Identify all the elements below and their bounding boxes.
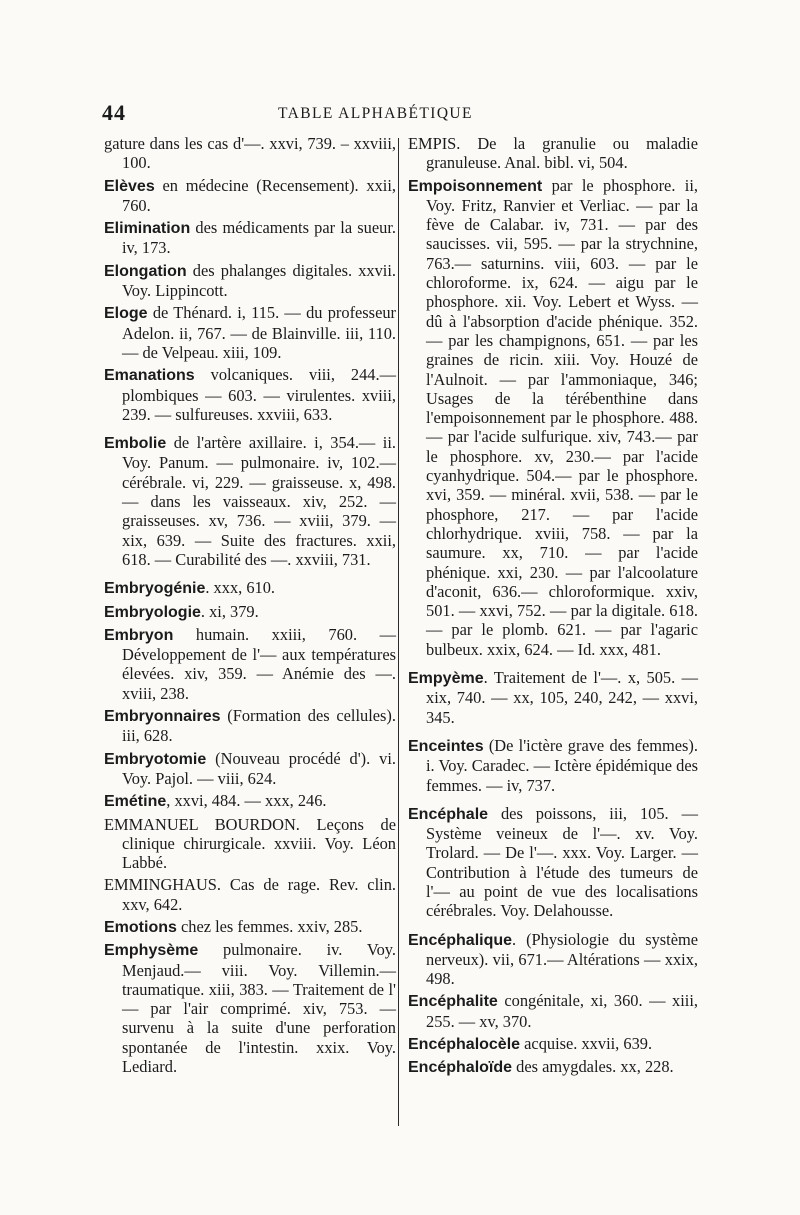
- index-entry: Embryon humain. xxiii, 760. — Développement de l'— aux températures élevées. xiv, 359. — Anémie des —. xviii, 238.: [104, 624, 396, 703]
- index-entry: Emanations volcaniques. viii, 244.— plombiques — 603. — virulentes. xviii, 239. — sulfureuses. xxviii, 633.: [104, 365, 396, 424]
- index-entry: Emétine, xxvi, 484. — xxx, 246.: [104, 791, 327, 811]
- page-number: 44: [102, 100, 126, 125]
- index-entry: EMMANUEL BOURDON. Leçons de clinique chirurgicale. xxviii. Voy. Léon Labbé.: [104, 814, 396, 873]
- index-entry: gature dans les cas d'—. xxvi, 739. – xxviii, 100.: [104, 134, 396, 173]
- index-entry: Empoisonnement par le phosphore. ii, Voy. Fritz, Ranvier et Verliac. — par la fève de Calabar. iv, 731. — par des saucisses. vii, 595. — par la strychnine, 763.— saturnins. viii, 603. — par le chloroforme. ix, 624. — aigu par le phosphore. xii. Voy. Lebert et Wyss. — dû à l'absorption d'acide phénique. 352. — par les champignons, 651. — par les graines de ricin. xiii. Voy. Houzé de l'Aulnoit. — par l'ammoniaque, 346; Usages de la térébenthine dans l'empoisonnement par le phosphore. 488. — par l'acide sulfurique. xiv, 743.— par le phosphore. xv, 230.— par l'acide cyanhydrique. 504.— par le phosphore. xvi, 359. — minéral. xvii, 538. — par le phosphore, 217. — par l'acide chlorhydrique. xviii, 758. — par la saumure. xx, 710. — par l'acide phénique. xxi, 230. — par l'alcoolature d'aconit, 636.— chloroformique. xxiv, 501. — xxvi, 752. — par la digitale. 618. — par le plomb. 621. — par l'agaric bulbeux. xxix, 624. — Id. xxx, 481.: [408, 175, 698, 659]
- index-entry: Encéphaloïde des amygdales. xx, 228.: [408, 1057, 674, 1077]
- index-entry: Empyème. Traitement de l'—. x, 505. — xix, 740. — xx, 105, 240, 242, — xxvi, 345.: [408, 668, 698, 727]
- column-divider: [398, 138, 399, 1126]
- index-entry: Elongation des phalanges digitales. xxvii. Voy. Lippincott.: [104, 260, 396, 301]
- page-header: [102, 100, 702, 126]
- index-entry: EMPIS. De la granulie ou maladie granuleuse. Anal. bibl. vi, 504.: [408, 134, 698, 173]
- left-column: [104, 134, 396, 1079]
- index-entry: Enceintes (De l'ictère grave des femmes). i. Voy. Caradec. — Ictère épidémique des femmes. — iv, 737.: [408, 735, 698, 795]
- index-entry: Elèves en médecine (Recensement). xxii, 760.: [104, 175, 396, 215]
- index-entry: Encéphalocèle acquise. xxvii, 639.: [408, 1034, 653, 1054]
- index-entry: Encéphalique. (Physiologie du système nerveux). vii, 671.— Altérations — xxix, 498.: [408, 929, 698, 989]
- index-entry: Embolie de l'artère axillaire. i, 354.— ii. Voy. Panum. — pulmonaire. iv, 102.— cérébrale. vi, 229. — graisseuse. x, 498.— dans les vaisseaux. xiv, 252. — graisseuses. xv, 736. — xviii, 379. — xix, 639. — Suite des fractures. xxii, 618. — Curabilité des —. xxviii, 731.: [104, 433, 396, 569]
- index-entry: Embryogénie. xxx, 610.: [104, 578, 276, 598]
- index-entry: Elimination des médicaments par la sueur. iv, 173.: [104, 218, 396, 258]
- index-entry: Encéphale des poissons, iii, 105. — Système veineux de l'—. xv. Voy. Trolard. — De l'—. xxx. Voy. Larger. — Contribution à l'étude des tumeurs de l'— au point de vue des localisations cérébrales. Voy. Delahousse.: [408, 803, 698, 921]
- index-entry: Emphysème pulmonaire. iv. Voy. Menjaud.— viii. Voy. Villemin.— traumatique. xiii, 383. — Traitement de l' — par l'air comprimé. xiv, 753. — survenu à la suite d'une perforation spontanée de l'intestin. xxix. Voy. Lediard.: [104, 940, 396, 1077]
- index-entry: Embryonnaires (Formation des cellules). iii, 628.: [104, 706, 396, 746]
- right-column: [408, 134, 698, 1081]
- index-entry: EMMINGHAUS. Cas de rage. Rev. clin. xxv, 642.: [104, 875, 396, 914]
- index-entry: Eloge de Thénard. i, 115. — du professeur Adelon. ii, 767. — de Blainville. iii, 110. — de Velpeau. xiii, 109.: [104, 303, 396, 362]
- running-title: TABLE ALPHABÉTIQUE: [278, 105, 473, 122]
- index-entry: Embryologie. xi, 379.: [104, 601, 259, 621]
- index-entry: Emotions chez les femmes. xxiv, 285.: [104, 916, 363, 936]
- index-entry: Encéphalite congénitale, xi, 360. — xiii, 255. — xv, 370.: [408, 991, 698, 1031]
- index-entry: Embryotomie (Nouveau procédé d'). vi. Voy. Pajol. — viii, 624.: [104, 748, 396, 788]
